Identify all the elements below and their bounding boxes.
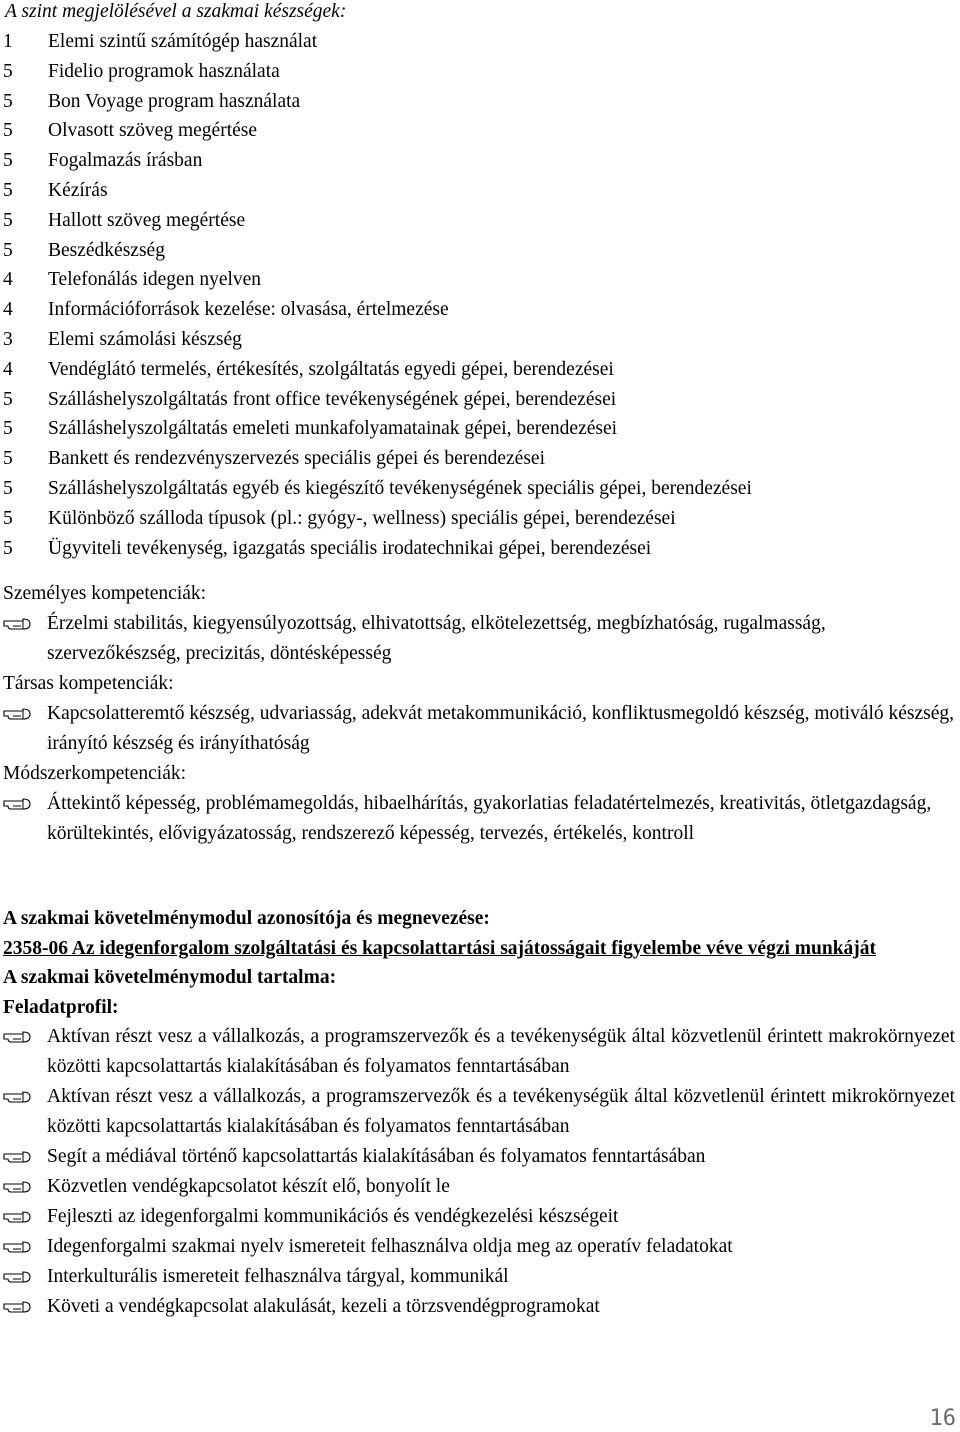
- skill-level: 4: [3, 269, 13, 291]
- skill-row: [3, 176, 953, 206]
- skill-row: [3, 87, 953, 117]
- skill-text: Fogalmazás írásban: [48, 150, 203, 172]
- list-item: [3, 1172, 955, 1202]
- skill-text: Telefonálás idegen nyelven: [48, 269, 262, 291]
- skill-text: Bon Voyage program használata: [48, 90, 301, 112]
- skill-text: Információforrások kezelése: olvasása, értelmezése: [48, 299, 449, 321]
- skill-level: 3: [3, 328, 13, 350]
- skill-text: Szálláshelyszolgáltatás egyéb és kiegészítő tevékenységének speciális gépei, berendezései: [48, 477, 752, 499]
- task-text: Interkulturális ismereteit felhasználva tárgyal, kommunikál: [47, 1266, 509, 1287]
- pointing-hand-icon: [3, 1232, 47, 1262]
- skill-text: Kézírás: [48, 179, 108, 201]
- pointing-hand-icon: [3, 1022, 47, 1082]
- pointing-hand-icon: [3, 1262, 47, 1292]
- task-text: Aktívan részt vesz a vállalkozás, a programszervezők és a tevékenységük által közvetlenül érintett mikrokörnyezet közötti kapcsolattartás kialakításában és folyamatos fenntartásában: [47, 1086, 955, 1137]
- skill-text: Beszédkészség: [48, 239, 165, 261]
- skill-level: 5: [3, 179, 13, 201]
- skill-row: [3, 355, 953, 385]
- skill-row: [3, 325, 953, 355]
- skill-level: 5: [3, 507, 13, 529]
- pointing-hand-icon: [3, 789, 47, 849]
- list-item: [3, 1142, 955, 1172]
- skill-row: [3, 414, 953, 444]
- personal-competencies-text: Érzelmi stabilitás, kiegyensúlyozottság, elhivatottság, elkötelezettség, megbízhatóság, rugalmasság, szervezőkészség, precizitás, döntésképesség: [47, 613, 826, 664]
- skill-level: 5: [3, 150, 13, 172]
- task-text: Segít a médiával történő kapcsolattartás kialakításában és folyamatos fenntartásában: [47, 1146, 706, 1167]
- pointing-hand-icon: [3, 1292, 47, 1322]
- page-number: 16: [929, 1406, 956, 1431]
- skill-level: 5: [3, 448, 13, 470]
- skill-row: [3, 236, 953, 266]
- skill-row: [3, 116, 953, 146]
- pointing-hand-icon: [3, 1082, 47, 1142]
- skill-text: Elemi számolási készség: [48, 328, 242, 350]
- skills-list: [3, 27, 953, 563]
- personal-competencies-heading: Személyes kompetenciák:: [3, 583, 207, 604]
- skills-title: A szint megjelölésével a szakmai készségek:: [5, 1, 347, 22]
- task-text: Fejleszti az idegenforgalmi kommunikációs és vendégkezelési készségeit: [47, 1206, 619, 1227]
- skill-text: Hallott szöveg megértése: [48, 209, 246, 231]
- skill-row: [3, 474, 953, 504]
- list-item: [3, 1022, 955, 1082]
- list-item: [3, 1202, 955, 1232]
- skill-level: 5: [3, 209, 13, 231]
- skill-row: [3, 444, 953, 474]
- skill-row: [3, 534, 953, 564]
- skill-row: [3, 504, 953, 534]
- skill-row: [3, 57, 953, 87]
- pointing-hand-icon: [3, 699, 47, 759]
- skill-level: 5: [3, 418, 13, 440]
- module-id-heading: A szakmai követelménymodul azonosítója és megnevezése:: [3, 908, 490, 929]
- skill-level: 5: [3, 90, 13, 112]
- skill-row: [3, 295, 953, 325]
- skill-row: [3, 27, 953, 57]
- list-item: [3, 699, 955, 759]
- skill-text: Szálláshelyszolgáltatás emeleti munkafolyamatainak gépei, berendezései: [48, 418, 618, 440]
- skill-level: 5: [3, 120, 13, 142]
- skill-level: 5: [3, 239, 13, 261]
- task-text: Közvetlen vendégkapcsolatot készít elő, bonyolít le: [47, 1176, 450, 1197]
- skill-text: Ügyviteli tevékenység, igazgatás speciális irodatechnikai gépei, berendezései: [48, 537, 652, 559]
- skill-row: [3, 146, 953, 176]
- list-item: [3, 1262, 955, 1292]
- social-competencies-heading: Társas kompetenciák:: [3, 673, 174, 694]
- skill-level: 1: [3, 31, 13, 52]
- pointing-hand-icon: [3, 609, 47, 669]
- task-text: Követi a vendégkapcsolat alakulását, kezeli a törzsvendégprogramokat: [47, 1296, 600, 1317]
- skill-level: 5: [3, 537, 13, 559]
- skill-text: Olvasott szöveg megértése: [48, 120, 258, 142]
- social-competencies-text: Kapcsolatteremtő készség, udvariasság, adekvát metakommunikáció, konfliktusmegoldó készség, motiváló készség, irányító készség és irányíthatóság: [47, 703, 955, 754]
- skill-row: [3, 385, 953, 415]
- module-title: 2358-06 Az idegenforgalom szolgáltatási és kapcsolattartási sajátosságait figyelembe véve végzi munkáját: [3, 937, 877, 959]
- list-item: [3, 609, 955, 669]
- pointing-hand-icon: [3, 1202, 47, 1232]
- list-item: [3, 1292, 955, 1322]
- skill-level: 5: [3, 60, 13, 82]
- module-content-heading: A szakmai követelménymodul tartalma:: [3, 967, 337, 988]
- list-item: [3, 1082, 955, 1142]
- list-item: [3, 789, 955, 849]
- skill-text: Elemi szintű számítógép használat: [48, 31, 318, 52]
- skill-level: 5: [3, 477, 13, 499]
- task-text: Idegenforgalmi szakmai nyelv ismereteit felhasználva oldja meg az operatív feladatokat: [47, 1236, 733, 1257]
- method-competencies-text: Áttekintő képesség, problémamegoldás, hibaelhárítás, gyakorlatias feladatértelmezés, kreativitás, ötletgazdagság, körültekintés, elővigyázatosság, rendszerező képesség, tervezés, értékelés, kontroll: [47, 793, 932, 844]
- skill-text: Bankett és rendezvényszervezés speciális gépei és berendezései: [48, 448, 546, 470]
- skill-text: Különböző szálloda típusok (pl.: gyógy-, wellness) speciális gépei, berendezései: [48, 507, 676, 529]
- skill-row: [3, 206, 953, 236]
- module-section: [3, 904, 955, 1322]
- task-profile-heading: Feladatprofil:: [3, 996, 119, 1018]
- skill-text: Vendéglátó termelés, értékesítés, szolgáltatás egyedi gépei, berendezései: [48, 358, 614, 380]
- task-text: Aktívan részt vesz a vállalkozás, a programszervezők és a tevékenységük által közvetlenül érintett makrokörnyezet közötti kapcsolattartás kialakításában és folyamatos fenntartásában: [47, 1026, 955, 1077]
- skill-level: 5: [3, 388, 13, 410]
- pointing-hand-icon: [3, 1142, 47, 1172]
- skill-text: Fidelio programok használata: [48, 60, 280, 82]
- skill-level: 4: [3, 358, 13, 380]
- method-competencies-heading: Módszerkompetenciák:: [3, 763, 187, 784]
- skill-text: Szálláshelyszolgáltatás front office tevékenységének gépei, berendezései: [48, 388, 617, 410]
- skill-row: [3, 265, 953, 295]
- competencies-section: [3, 579, 955, 849]
- skill-level: 4: [3, 299, 13, 321]
- pointing-hand-icon: [3, 1172, 47, 1202]
- list-item: [3, 1232, 955, 1262]
